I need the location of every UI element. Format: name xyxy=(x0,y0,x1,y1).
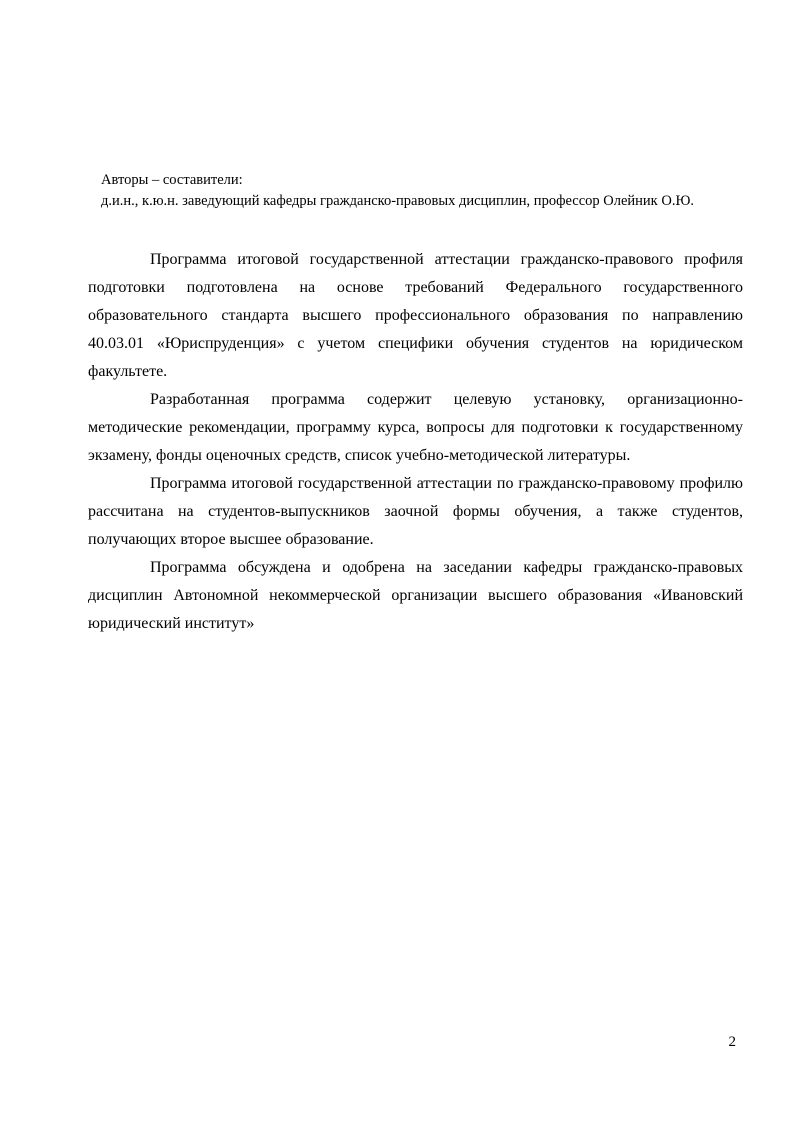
authors-credentials: д.и.н., к.ю.н. заведующий кафедры гражданско-правовых дисциплин, профессор Олейник О.Ю. xyxy=(101,193,694,209)
paragraph-target-students: Программа итоговой государственной аттестации по гражданско-правовому профилю рассчитана на студентов-выпускников заочной формы обучения, а также студентов, получающих второе высшее образование. xyxy=(88,475,743,548)
paragraph-program-basis: Программа итоговой государственной аттестации гражданско-правового профиля подготовки подготовлена на основе требований Федерального государственного образовательного стандарта высшего профессионального образования по направлению 40.03.01 «Юриспруденция» с учетом специфики обучения студентов на юридическом факультете. xyxy=(88,251,743,380)
paragraph-program-contents: Разработанная программа содержит целевую установку, организационно-методические рекомендации, программу курса, вопросы для подготовки к государственному экзамену, фонды оценочных средств, список учебно-методической литературы. xyxy=(88,391,743,464)
authors-block xyxy=(101,170,751,212)
document-body xyxy=(88,246,743,638)
authors-label: Авторы – составители: xyxy=(101,172,243,188)
page-number: 2 xyxy=(728,1034,736,1050)
paragraph-approval: Программа обсуждена и одобрена на заседании кафедры гражданско-правовых дисциплин Автономной некоммерческой организации высшего образования «Ивановский юридический институт» xyxy=(88,559,743,632)
